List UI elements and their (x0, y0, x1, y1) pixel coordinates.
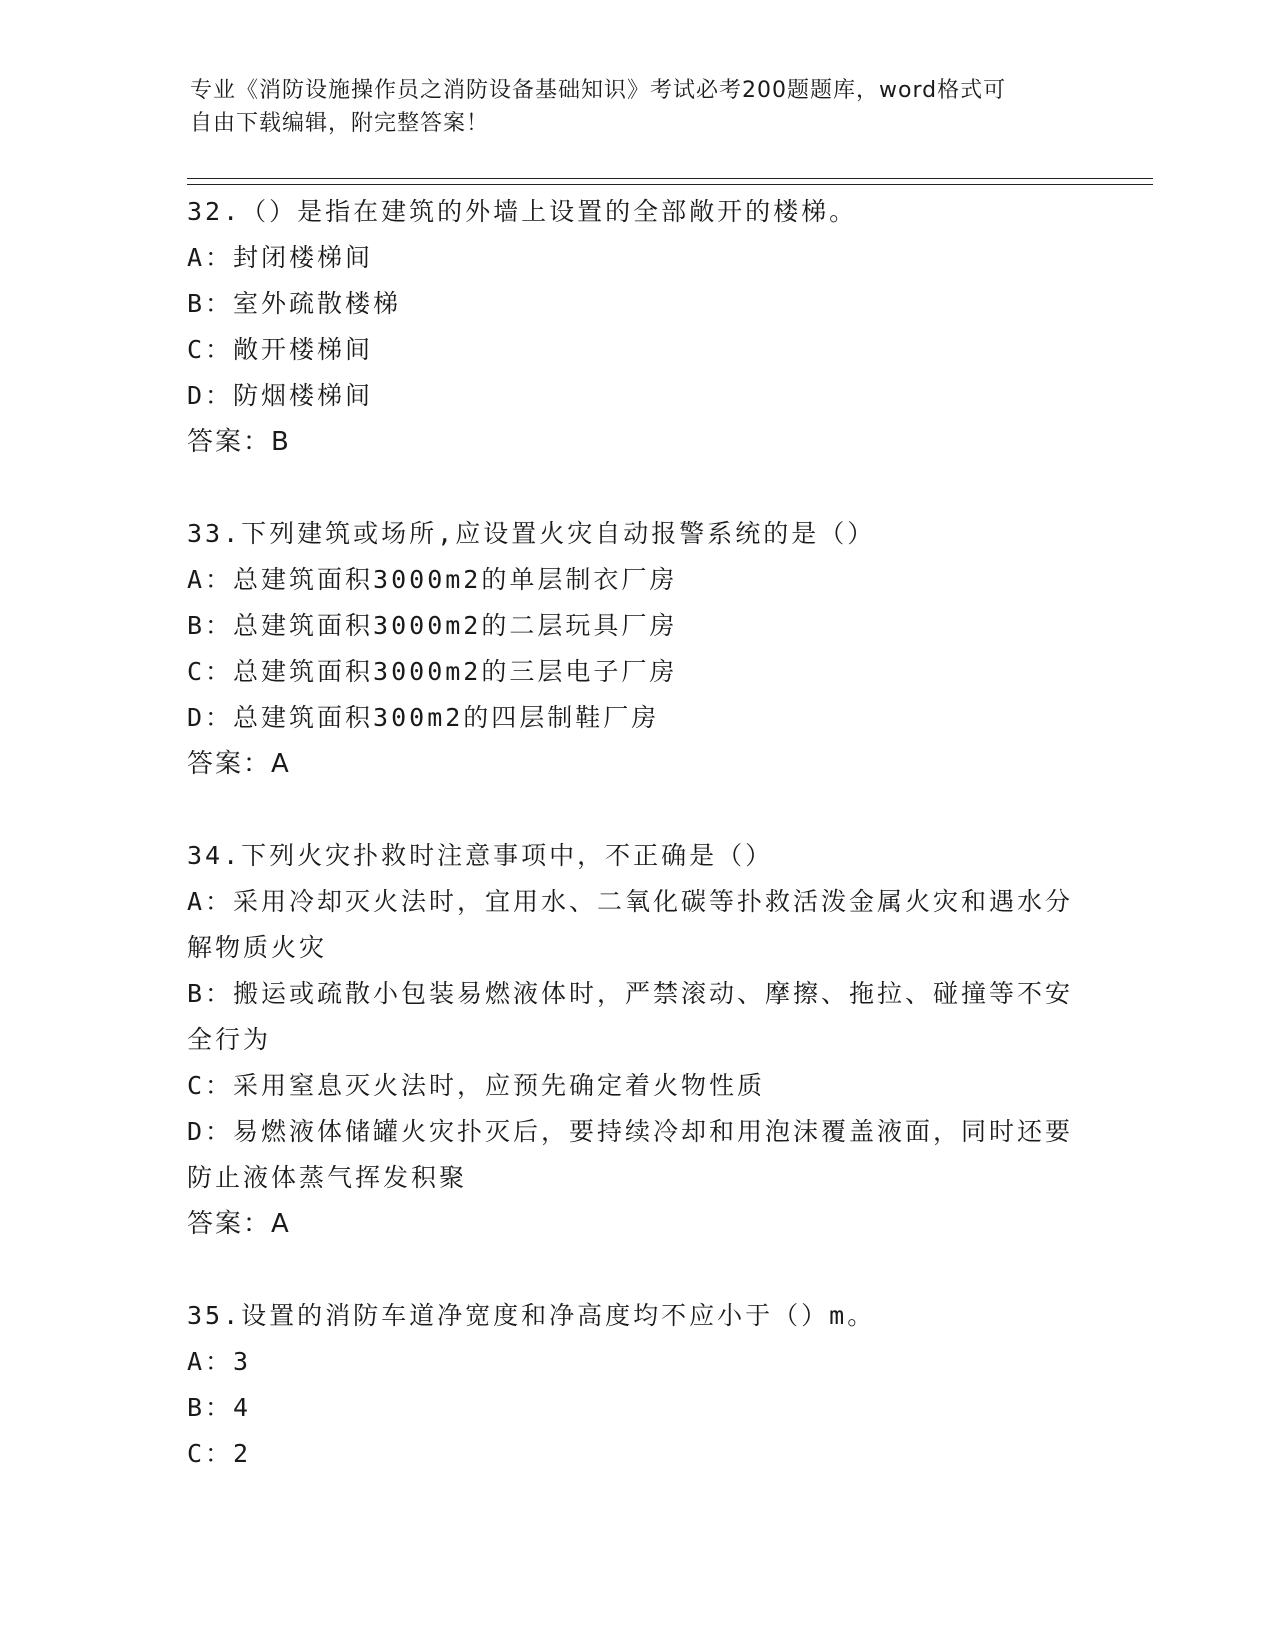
header-line-2: 自由下载编辑，附完整答案！ (190, 111, 490, 136)
answer-label: 答案：A (187, 749, 291, 779)
option-c: C：敞开楼梯间 (187, 335, 374, 364)
option-b: B：室外疏散楼梯 (187, 289, 402, 318)
option-d: D：总建筑面积300m2的四层制鞋厂房 (187, 703, 660, 732)
question-35 (187, 1293, 1087, 1477)
option-a: A：总建筑面积3000m2的单层制衣厂房 (187, 565, 678, 594)
option-b: B：搬运或疏散小包装易燃液体时，严禁滚动、摩擦、拖拉、碰撞等不安全行为 (187, 979, 1074, 1054)
option-a: A：封闭楼梯间 (187, 243, 374, 272)
question-stem: 35.设置的消防车道净宽度和净高度均不应小于（）m。 (187, 1301, 876, 1330)
option-d: D：易燃液体储罐火灾扑灭后，要持续冷却和用泡沫覆盖液面，同时还要防止液体蒸气挥发积聚 (187, 1117, 1074, 1192)
question-32 (187, 189, 1087, 465)
option-c: C：总建筑面积3000m2的三层电子厂房 (187, 657, 678, 686)
header-line-1: 专业《消防设施操作员之消防设备基础知识》考试必考200题题库，word格式可 (190, 78, 1007, 103)
document-header (190, 74, 1090, 140)
option-a: A：3 (187, 1347, 252, 1376)
option-b: B：4 (187, 1393, 252, 1422)
question-stem: 34.下列火灾扑救时注意事项中，不正确是（） (187, 841, 774, 870)
answer-label: 答案：A (187, 1209, 291, 1239)
option-c: C：2 (187, 1439, 252, 1468)
question-33 (187, 511, 1087, 787)
header-divider-bottom (187, 184, 1153, 185)
option-b: B：总建筑面积3000m2的二层玩具厂房 (187, 611, 678, 640)
question-stem: 32.（）是指在建筑的外墙上设置的全部敞开的楼梯。 (187, 197, 858, 226)
option-c: C：采用窒息灭火法时，应预先确定着火物性质 (187, 1071, 766, 1100)
question-stem: 33.下列建筑或场所,应设置火灾自动报警系统的是（） (187, 519, 876, 548)
option-d: D：防烟楼梯间 (187, 381, 374, 410)
question-list (187, 189, 1087, 1477)
option-a: A：采用冷却灭火法时，宜用水、二氧化碳等扑救活泼金属火灾和遇水分解物质火灾 (187, 887, 1074, 962)
header-divider-top (187, 178, 1153, 179)
answer-label: 答案：B (187, 427, 291, 457)
question-34 (187, 833, 1087, 1247)
